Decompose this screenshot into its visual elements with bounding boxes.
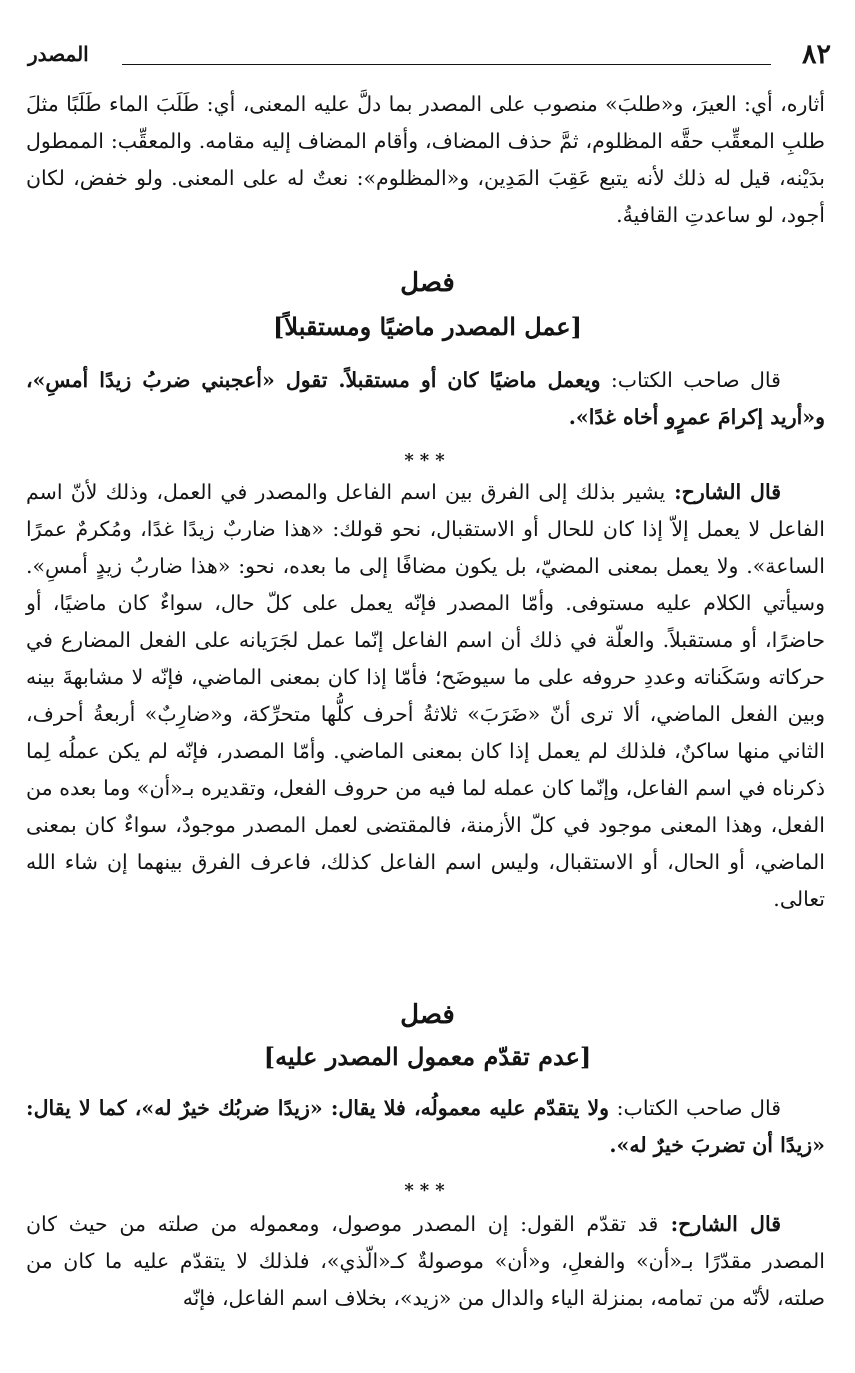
book-author-label-1: قال صاحب الكتاب:: [600, 368, 781, 392]
separator-1: ***: [404, 450, 451, 471]
page-header: [22, 34, 833, 74]
book-author-label-2: قال صاحب الكتاب:: [609, 1096, 781, 1120]
paragraph-intro: أثاره، أي: العيرَ، و«طلبَ» منصوب على المصدر بما دلَّ عليه المعنى، أي: طَلَبَ الماء طَلَبًا مثلَ طلبِ المعقِّب حقَّه المظلوم، ثمَّ حذف المضاف، وأقام المضاف إليه مقامه. والمعقِّب: الممطول بدَيْنه، قيل له ذلك لأنه يتبع عَقِبَ المَدِين، و«المظلوم»: نعتٌ له على المعنى. ولو خفض، لكان أجود، لو ساعدتِ القافيةُ.: [26, 92, 825, 227]
commentary-2: [26, 1206, 825, 1317]
commentary-1: [26, 474, 825, 918]
book-quote-2: [26, 1090, 825, 1164]
commentary-text-1: يشير بذلك إلى الفرق بين اسم الفاعل والمصدر في العمل، وذلك لأنّ اسم الفاعل لا يعمل إلاّ إذا كان للحال أو الاستقبال، نحو قولك: «هذا ضاربٌ زيدًا غدًا، ومُكرمٌ عمرًا الساعة». ولا يعمل بمعنى المضيّ، بل يكون مضافًا إلى ما بعده، نحو: «هذا ضاربُ زيدٍ أمسِ». وسيأتي الكلام عليه مستوفى. وأمّا المصدر فإنّه يعمل على كلّ حال، سواءٌ كان ماضيًا، أو حاضرًا، أو مستقبلاً. والعلّة في ذلك أن اسم الفاعل إنّما عمل لجَرَيانه على الفعل المضارع في حركاته وسَكَناته وعددِ حروفه على ما سيوضَح؛ فأمّا إذا كان بمعنى الماضي، فإنّه لا مشابهةَ بينه وبين الفعل الماضي، ألا ترى أنّ «ضَرَبَ» ثلاثةُ أحرف كلُّها متحرِّكة، و«ضارِبٌ» أربعةُ أحرف، الثاني منها ساكنٌ، فلذلك لم يعمل إذا كان بمعنى الماضي. وأمّا المصدر، فإنّه لم يكن عملُه لِما ذكرناه في اسم الفاعل، وإنّما كان عمله لما فيه من حروف الفعل، وتقديره بـ«أن» وما بعده من الفعل، وهذا المعنى موجود في كلّ الأزمنة، فالمقتضى لعمل المصدر موجودٌ، سواءٌ كان بمعنى الماضي، أو الحال، أو الاستقبال، وليس اسم الفاعل كذلك، فاعرف الفرق بينهما إن شاء الله تعالى.: [26, 480, 825, 911]
section-title-2: [عدم تقدّم معمول المصدر عليه]: [263, 1042, 592, 1071]
running-title: المصدر: [28, 42, 89, 66]
book-text-2: ولا يتقدّم عليه معمولُه، فلا يقال: «زيدًا ضربُك خيرٌ له»، كما لا يقال: «زيدًا أن تضربَ خيرٌ له».: [26, 1096, 825, 1157]
page-number: ٨٢: [801, 38, 831, 70]
section-heading-1: فصل: [400, 268, 455, 298]
book-text-1: ويعمل ماضيًا كان أو مستقبلاً. تقول «أعجبني ضربُ زيدًا أمسِ»، و«أريد إكرامَ عمرٍو أخاه غدًا».: [26, 368, 825, 429]
section-title-1: [عمل المصدر ماضيًا ومستقبلاً]: [273, 312, 582, 341]
commentator-label-1: قال الشارح:: [665, 480, 781, 504]
header-rule: [122, 64, 771, 65]
section-heading-2: فصل: [400, 1000, 455, 1030]
commentator-label-2: قال الشارح:: [658, 1212, 781, 1236]
book-quote-1: [26, 362, 825, 436]
commentary-text-2: قد تقدّم القول: إن المصدر موصول، ومعموله من صلته من حيث كان المصدر مقدّرًا بـ«أن» والفعلِ، و«أن» موصولةٌ كـ«الّذي»، فلذلك لا يتقدّم عليه ما كان من صلته، لأنّه من تمامه، بمنزلة الياء والدال من «زيد»، بخلاف اسم الفاعل، فإنّه: [26, 1212, 825, 1310]
separator-2: ***: [404, 1180, 451, 1201]
